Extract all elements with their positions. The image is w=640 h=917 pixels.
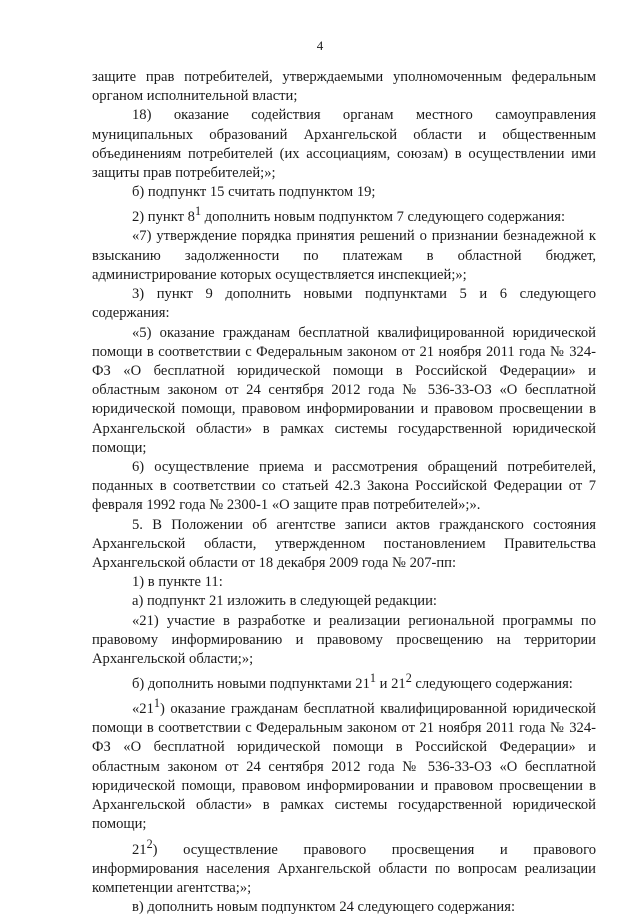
document-body [92, 68, 596, 917]
superscript: 2 [405, 671, 412, 686]
paragraph-quote-21-1 [92, 694, 596, 834]
paragraph-quote-7: «7) утверждение порядка принятия решений о признании безнадежной к взысканию задолженности по платежам в областной бюджет, администрирование которых осуществляется инспекцией;»; [92, 228, 596, 283]
text-run: б) дополнить новыми подпунктами 21 [132, 676, 370, 693]
paragraph-continuation: защите прав потребителей, утверждаемыми уполномоченным федеральным органом исполнительной власти; [92, 69, 596, 105]
text-run: дополнить новым подпунктом 7 следующего содержания: [201, 209, 565, 226]
text-run: «21 [132, 701, 154, 718]
paragraph-item-v: в) дополнить новым подпунктом 24 следующего содержания: [132, 898, 516, 915]
text-run: следующего содержания: [411, 676, 573, 693]
paragraph-section-5: 5. В Положении об агентстве записи актов гражданского состояния Архангельской области, утвержденном постановлением Правительства Архангельской области от 18 декабря 2009 года № 207-пп: [92, 516, 596, 571]
paragraph-item-b2 [92, 669, 596, 694]
paragraph-item-3: 3) пункт 9 дополнить новыми подпунктами 5 и 6 следующего содержания: [92, 286, 596, 322]
paragraph-item-a: а) подпункт 21 изложить в следующей редакции: [132, 593, 437, 610]
paragraph-item-2 [92, 202, 596, 227]
page-number: 4 [316, 38, 324, 53]
text-run: 21 [132, 841, 147, 858]
paragraph-item-1: 1) в пункте 11: [132, 574, 223, 591]
text-run: и 21 [375, 676, 406, 693]
superscript: 1 [369, 671, 376, 686]
superscript: 1 [194, 204, 202, 219]
superscript: 1 [153, 696, 160, 711]
paragraph-quote-21: «21) участие в разработке и реализации региональной программы по правовому информированию и правовому просвещению на территории Архангельской области;»; [92, 612, 596, 667]
text-run: ) оказание гражданам бесплатной квалифицированной юридической помощи в соответствии с Федеральным законом от 21 ноября 2011 года № 324-ФЗ «О бесплатной юридической помощи в Российской Федерации» и областным законом от 24 сентября 2012 года № 536-33-ОЗ «О бесплатной юридической помощи, правовом информировании и правовом просвещении в Архангельской области» в рамках системы государственной юридической помощи; [92, 701, 596, 833]
paragraph-item-6: 6) осуществление приема и рассмотрения обращений потребителей, поданных в соответствии со статьей 42.3 Закона Российской Федерации от 7 февраля 1992 года № 2300-1 «О защите прав потребителей»;». [92, 458, 596, 514]
superscript: 2 [146, 836, 153, 851]
paragraph-item-b: б) подпункт 15 считать подпунктом 19; [132, 184, 376, 201]
paragraph-quote-5: «5) оказание гражданам бесплатной квалифицированной юридической помощи в соответствии с Федеральным законом от 21 ноября 2011 года № 324-ФЗ «О бесплатной юридической помощи в Российской Федерации» и областным законом от 24 сентября 2012 года № 536-33-ОЗ «О бесплатной юридической помощи, правовом информировании и правовом просвещении в Архангельской области» в рамках системы государственной юридической помощи; [92, 324, 596, 456]
paragraph-item-18: 18) оказание содействия органам местного самоуправления муниципальных образований Архангельской области и общественным объединениям потребителей (их ассоциациям, союзам) в осуществлении ими защиты прав потребителей;»; [92, 107, 596, 182]
text-run: ) осуществление правового просвещения и правового информирования населения Архангельской области по вопросам реализации компетенции агентства;»; [92, 841, 596, 896]
text-run: 2) пункт 8 [132, 209, 195, 226]
paragraph-item-21-2 [92, 835, 596, 898]
